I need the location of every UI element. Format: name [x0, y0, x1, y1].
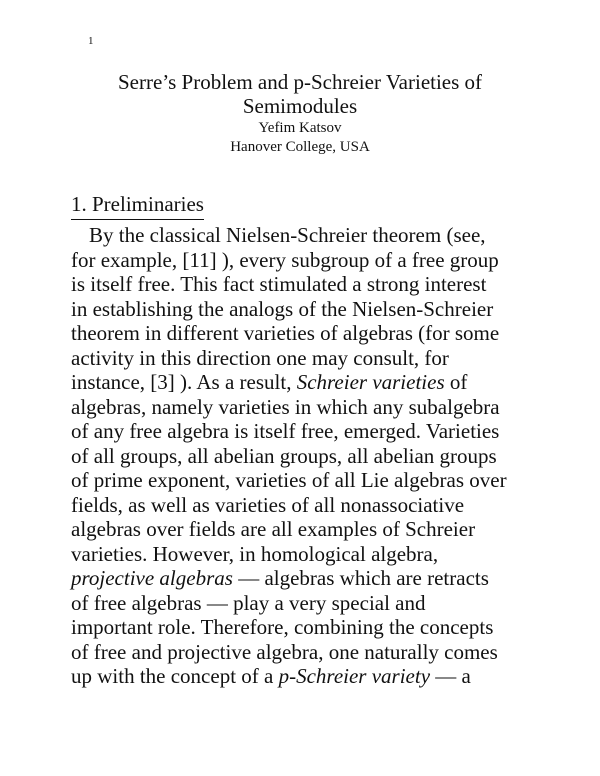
body-line: of free algebras — play a very special and	[71, 590, 426, 615]
body-line: algebras over fields are all examples of Schreier	[71, 517, 476, 541]
italic-term: p-Schreier variety	[278, 664, 431, 688]
body-line: for example, [11] ), every subgroup of a free group	[71, 247, 499, 272]
body-line: theorem in different varieties of algebras (for some	[71, 321, 500, 345]
body-line: activity in this direction one may consult, for	[71, 345, 449, 370]
body-line: is itself free. This fact stimulated a strong interest	[71, 272, 487, 296]
text-run: instance, [3] ). As a result,	[71, 370, 297, 394]
italic-term: Schreier varieties	[296, 370, 445, 394]
italic-term: projective algebras	[71, 566, 233, 590]
body-line: of any free algebra is itself free, emerged. Varieties	[71, 419, 500, 443]
title-line: Serre’s Problem and p-Schreier Varieties of	[117, 70, 483, 94]
body-line: algebras, namely varieties in which any subalgebra	[71, 394, 500, 419]
body-line: of prime exponent, varieties of all Lie algebras over	[71, 468, 507, 492]
body-line: of all groups, all abelian groups, all abelian groups	[71, 443, 497, 468]
body-line	[71, 664, 541, 689]
text-run: of	[444, 370, 468, 394]
author-affiliation: Hanover College, USA	[230, 139, 370, 155]
page-number: 1	[88, 35, 94, 47]
body-line: varieties. However, in homological algebra,	[71, 541, 439, 566]
body-line: fields, as well as varieties of all nonassociative	[71, 492, 465, 517]
author-name: Yefim Katsov	[258, 120, 342, 136]
body-line: important role. Therefore, combining the concepts	[71, 615, 494, 639]
paper-title	[0, 70, 600, 118]
body-line: of free and projective algebra, one naturally comes	[71, 639, 498, 664]
title-line: Semimodules	[242, 94, 358, 118]
text-run: — a	[430, 664, 471, 688]
body-line	[71, 370, 541, 395]
text-run: — algebras which are retracts	[232, 566, 489, 590]
section-heading: 1. Preliminaries	[71, 191, 204, 220]
body-line: By the classical Nielsen-Schreier theorem (see,	[89, 223, 486, 247]
text-run: up with the concept of a	[71, 664, 279, 688]
body-line	[71, 566, 541, 591]
body-line: in establishing the analogs of the Nielsen-Schreier	[71, 296, 494, 321]
body-paragraph	[71, 223, 541, 689]
